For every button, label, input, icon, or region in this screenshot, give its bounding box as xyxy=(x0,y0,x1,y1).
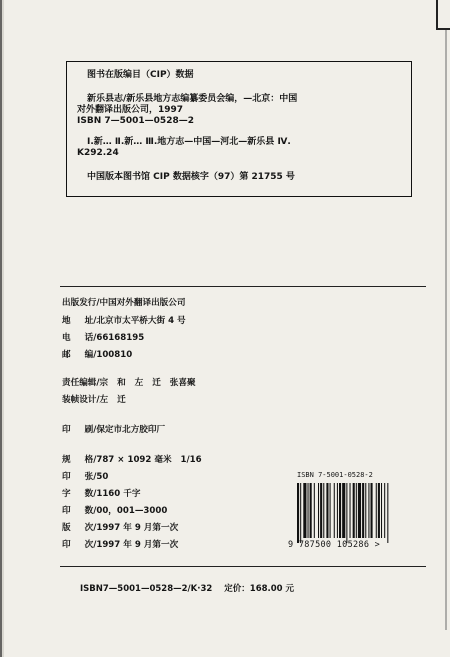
barcode-bar xyxy=(339,483,341,538)
price: 定价：168.00 元 xyxy=(224,584,295,594)
editor-label: 责任编辑/ xyxy=(62,378,100,388)
barcode-bar xyxy=(297,483,299,543)
barcode-bar xyxy=(376,483,377,538)
barcode-bar xyxy=(353,483,355,538)
words-label: 字 xyxy=(62,489,71,499)
postcode-value: 编/100810 xyxy=(84,350,133,360)
responsible-editors xyxy=(62,378,196,389)
scan-edge-right xyxy=(445,30,447,630)
spec-sheets xyxy=(62,472,108,483)
words-value: 数/1160 千字 xyxy=(84,489,141,499)
impression-label: 印 xyxy=(62,540,71,550)
format-label: 规 xyxy=(62,455,71,465)
cip-line-2: 对外翻译出版公司，1997 xyxy=(77,105,184,115)
barcode-bar xyxy=(365,483,366,538)
edition-value: 次/1997 年 9 月第一次 xyxy=(84,523,179,533)
spec-words xyxy=(62,489,140,500)
divider-top xyxy=(60,286,426,287)
cip-line-4: Ⅰ.新… Ⅱ.新… Ⅲ.地方志—中国—河北—新乐县 Ⅳ. xyxy=(87,137,291,147)
printer-value: 刷/保定市北方胶印厂 xyxy=(84,425,166,435)
publisher-address xyxy=(62,316,186,327)
barcode-bar xyxy=(300,483,301,543)
sheets-value: 张/50 xyxy=(84,472,109,482)
divider-bottom xyxy=(60,566,426,567)
print-run-label: 印 xyxy=(62,506,71,516)
barcode-bar xyxy=(371,483,373,538)
sheets-label: 印 xyxy=(62,472,71,482)
publisher-name: 出版发行/中国对外翻译出版公司 xyxy=(62,298,186,308)
barcode-bar xyxy=(350,483,351,538)
scan-corner-mark xyxy=(436,0,450,30)
postcode-label: 邮 xyxy=(62,350,71,360)
spec-edition xyxy=(62,523,178,534)
barcode-bar xyxy=(368,483,369,538)
edition-label: 版 xyxy=(62,523,71,533)
scan-edge-left xyxy=(0,0,8,657)
editor-names: 宗 和 左 迁 张喜聚 xyxy=(99,378,196,388)
barcode-bar xyxy=(310,483,312,538)
cip-data-box xyxy=(66,61,412,197)
impression-value: 次/1997 年 9 月第一次 xyxy=(84,540,179,550)
barcode-bar xyxy=(320,483,322,538)
printer xyxy=(62,425,165,436)
barcode-bar xyxy=(326,483,328,538)
barcode-bar xyxy=(308,483,309,538)
address-label: 地 xyxy=(62,316,71,326)
cover-design xyxy=(62,395,126,406)
barcode-bar xyxy=(330,483,331,538)
barcode-bar xyxy=(362,483,364,538)
barcode-bar xyxy=(323,483,324,538)
spec-impression xyxy=(62,540,178,551)
cip-heading: 图书在版编目（CIP）数据 xyxy=(87,70,194,80)
cip-line-6: 中国版本图书馆 CIP 数据核字（97）第 21755 号 xyxy=(87,172,295,182)
footer-line xyxy=(80,582,294,594)
barcode-bar xyxy=(381,483,382,538)
barcode-bar xyxy=(334,483,335,538)
barcode-bar xyxy=(314,483,315,538)
publisher-phone xyxy=(62,333,144,344)
design-names: 左 迁 xyxy=(99,395,126,405)
barcode-bar xyxy=(356,483,357,538)
publisher-postcode xyxy=(62,350,132,361)
barcode-bar xyxy=(337,483,338,538)
barcode-bar xyxy=(303,483,306,538)
phone-label: 电 xyxy=(62,333,71,343)
barcode-bar xyxy=(384,483,385,538)
barcode-bar xyxy=(387,483,388,543)
spec-print-run xyxy=(62,506,167,517)
phone-value: 话/66168195 xyxy=(84,333,145,343)
barcode-bar xyxy=(358,483,361,538)
barcode-digits: 9 787500 105286 > xyxy=(288,540,381,550)
barcode-bar xyxy=(342,483,345,538)
spec-format xyxy=(62,455,202,466)
book-code: ISBN7—5001—0528—2/K·32 xyxy=(80,584,213,594)
cip-line-3: ISBN 7—5001—0528—2 xyxy=(77,116,194,126)
format-value: 格/787 × 1092 毫米 1/16 xyxy=(84,455,202,465)
isbn-barcode xyxy=(296,483,426,543)
barcode-bar xyxy=(318,483,319,538)
barcode-isbn-text: ISBN 7-5001-0528-2 xyxy=(297,471,373,479)
print-run-value: 数/00，001—3000 xyxy=(84,506,168,516)
cip-line-1: 新乐县志/新乐县地方志编纂委员会编，—北京：中国 xyxy=(87,94,298,104)
barcode-bar xyxy=(346,483,347,543)
cip-line-5: K292.24 xyxy=(77,148,119,158)
design-label: 装帧设计/ xyxy=(62,395,100,405)
barcode-bar xyxy=(378,483,380,538)
address-value: 址/北京市太平桥大街 4 号 xyxy=(84,316,186,326)
printer-label: 印 xyxy=(62,425,71,435)
